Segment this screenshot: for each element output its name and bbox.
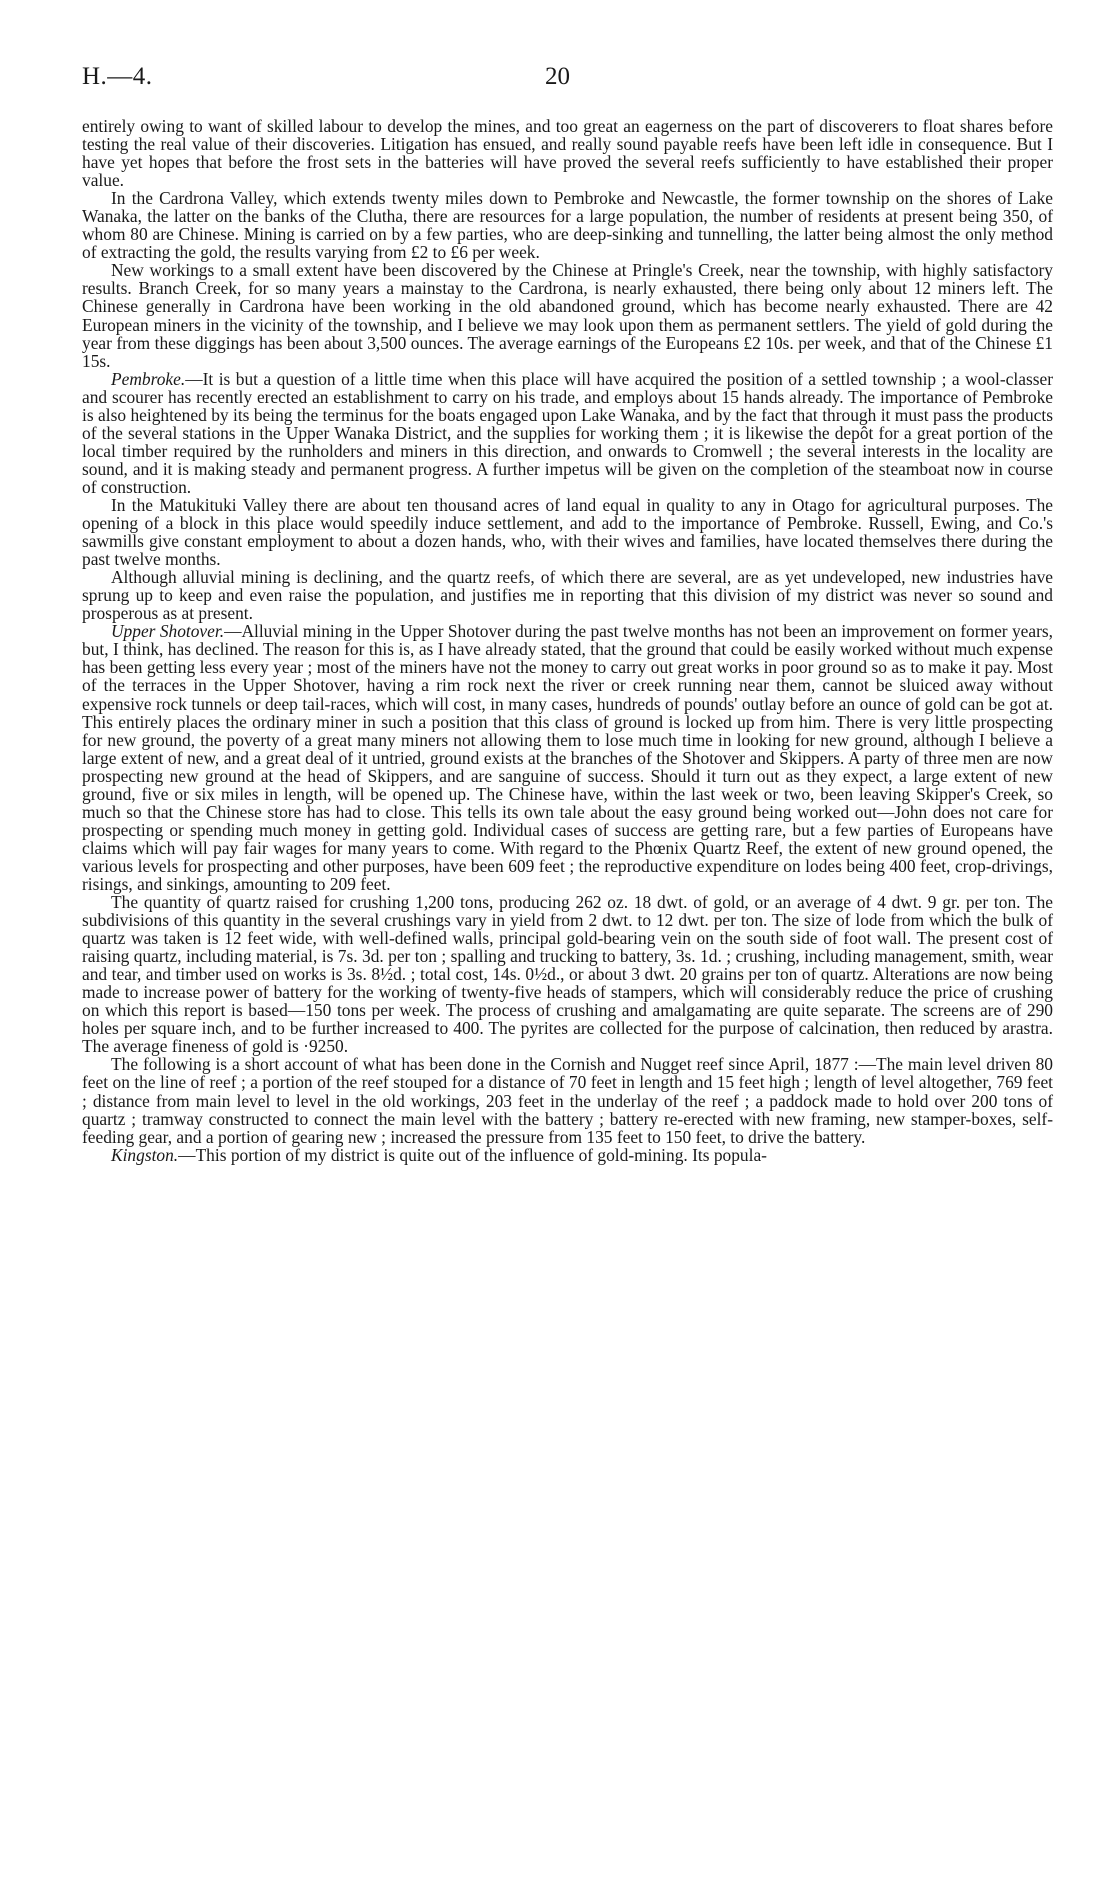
paragraph bbox=[82, 622, 1053, 893]
paragraph-text: —It is but a question of a little time when this place will have acquired the position of a settled township ; a wool-classer and scourer has recently erected an establishment to carry on his trade, and employs about 15 hands already. The importance of Pembroke is also heightened by its being the terminus for the boats engaged upon Lake Wanaka, and by the fact that through it must pass the products of the several stations in the Upper Wanaka District, and the supplies for working them ; it is likewise the depôt for a great portion of the local timber required by the runholders and miners in this direction, and onwards to Cromwell ; the several interests in the locality are sound, and it is making steady and permanent progress. A further impetus will be given on the completion of the steamboat now in course of construction. bbox=[82, 368, 1053, 497]
page-number: 20 bbox=[545, 63, 570, 90]
paragraph bbox=[82, 261, 1053, 369]
section-heading: Upper Shotover. bbox=[111, 621, 225, 642]
parliamentary-paper-reference: H.—4. bbox=[82, 63, 153, 90]
paragraph bbox=[82, 893, 1053, 1055]
paragraph-text: The quantity of quartz raised for crushing 1,200 tons, producing 262 oz. 18 dwt. of gold, or an average of 4 dwt. 9 gr. per ton. The subdivisions of this quantity in the several crushings vary in yield from 2 dwt. to 12 dwt. per ton. The size of lode from which the bulk of quartz was taken is 12 feet wide, with well-defined walls, principal gold-bearing vein on the south side of foot wall. The present cost of raising quartz, including material, is 7s. 3d. per ton ; spalling and trucking to battery, 3s. 1d. ; crushing, including management, smith, wear and tear, and timber used on works is 3s. 8½d. ; total cost, 14s. 0½d., or about 3 dwt. 20 grains per ton of quartz. Alterations are now being made to increase power of battery for the working of twenty-five heads of stampers, which will considerably reduce the price of crushing on which this report is based—150 tons per week. The process of crushing and amalgamating are quite separate. The screens are of 290 holes per square inch, and to be further increased to 400. The pyrites are collected for the purpose of calcination, then reduced by arastra. The average fineness of gold is ·9250. bbox=[82, 892, 1053, 1057]
paragraph bbox=[82, 496, 1053, 568]
paragraph-text: Although alluvial mining is declining, and the quartz reefs, of which there are several, are as yet undeveloped, new industries have sprung up to keep and even raise the population, and justifies me in reporting that this division of my district was never so sound and prosperous as at present. bbox=[82, 567, 1053, 624]
paragraph-text: New workings to a small extent have been discovered by the Chinese at Pringle's Creek, near the township, with highly satisfactory results. Branch Creek, for so many years a mainstay to the Cardrona, is nearly exhausted, there being only about 12 miners left. The Chinese generally in Cardrona have been working in the old abandoned ground, which has become nearly exhausted. There are 42 European miners in the vicinity of the township, and I believe we may look upon them as permanent settlers. The yield of gold during the year from these diggings has been about 3,500 ounces. The average earnings of the Europeans £2 10s. per week, and that of the Chinese £1 15s. bbox=[82, 260, 1053, 371]
body-text bbox=[82, 117, 1053, 1164]
section-heading: Kingston. bbox=[111, 1144, 179, 1165]
paragraph-text: The following is a short account of what has been done in the Cornish and Nugget reef since April, 1877 :—The main level driven 80 feet on the line of reef ; a portion of the reef stouped for a distance of 70 feet in length and 15 feet high ; length of level altogether, 769 feet ; distance from main level to level in the old workings, 203 feet in the underlay of the reef ; a paddock made to hold over 200 tons of quartz ; tramway constructed to connect the main level with the battery ; battery re-erected with new framing, new stamper-boxes, self-feeding gear, and a portion of gearing new ; increased the pressure from 135 feet to 150 feet, to drive the battery. bbox=[82, 1054, 1053, 1147]
paragraph-text: In the Matukituki Valley there are about ten thousand acres of land equal in quality to any in Otago for agricultural purposes. The opening of a block in this place would speedily induce settlement, and add to the importance of Pembroke. Russell, Ewing, and Co.'s sawmills give constant employment to about a dozen hands, who, with their wives and families, have located themselves there during the past twelve months. bbox=[82, 494, 1053, 570]
paragraph-text: —This portion of my district is quite out of the influence of gold-mining. Its popula- bbox=[178, 1144, 767, 1165]
paragraph-text: entirely owing to want of skilled labour to develop the mines, and too great an eagerness on the part of discoverers to float shares before testing the real value of their discoveries. Litigation has ensued, and really sound payable reefs have been left idle in consequence. But I have yet hopes that before the frost sets in the batteries will have proved the several reefs sufficiently to have established their proper value. bbox=[82, 116, 1053, 191]
paragraph-text: In the Cardrona Valley, which extends twenty miles down to Pembroke and Newcastle, the former township on the shores of Lake Wanaka, the latter on the banks of the Clutha, there are resources for a large population, the number of residents at present being 350, of whom 80 are Chinese. Mining is carried on by a few parties, who are deep-sinking and tunnelling, the latter being almost the only method of extracting the gold, the results varying from £2 to £6 per week. bbox=[82, 188, 1053, 263]
paragraph bbox=[82, 370, 1053, 496]
section-heading: Pembroke. bbox=[111, 368, 186, 389]
paragraph bbox=[82, 568, 1053, 622]
page-header bbox=[82, 0, 1053, 100]
paragraph bbox=[82, 1055, 1053, 1145]
paragraph bbox=[82, 189, 1053, 261]
paragraph bbox=[82, 117, 1053, 189]
paragraph-text: —Alluvial mining in the Upper Shotover during the past twelve months has not been an improvement on former years, but, I think, has declined. The reason for this is, as I have already stated, that the ground that could be easily worked without much expense has been getting less every year ; most of the miners have not the money to carry out great works in poor ground so as to make it pay. Most of the terraces in the Upper Shotover, having a rim rock next the river or creek running near them, cannot be sluiced away without expensive rock tunnels or deep tail-races, which will cost, in many cases, hundreds of pounds' outlay before an ounce of gold can be got at. This entirely places the ordinary miner in such a position that this class of ground is locked up from him. There is very little prospecting for new ground, the poverty of a great many miners not allowing them to lose much time in looking for new ground, although I believe a large extent of new, and a great deal of it untried, ground exists at the branches of the Shotover and Skippers. A party of three men are now prospecting new ground at the head of Skippers, and are sanguine of success. Should it turn out as they expect, a large extent of new ground, five or six miles in length, will be opened up. The Chinese have, within the last week or two, been leaving Skipper's Creek, so much so that the Chinese store has had to close. This tells its own tale about the easy ground being worked out—John does not care for prospecting or spending much money in getting gold. Individual cases of success are getting rare, but a few parties of Europeans have claims which will pay fair wages for many years to come. With regard to the Phœnix Quartz Reef, the extent of new ground opened, the various levels for prospecting and other purposes, have been 609 feet ; the reproductive expenditure on lodes being 400 feet, crop-drivings, risings, and sinkings, amounting to 209 feet. bbox=[82, 621, 1053, 894]
paragraph bbox=[82, 1146, 1053, 1164]
